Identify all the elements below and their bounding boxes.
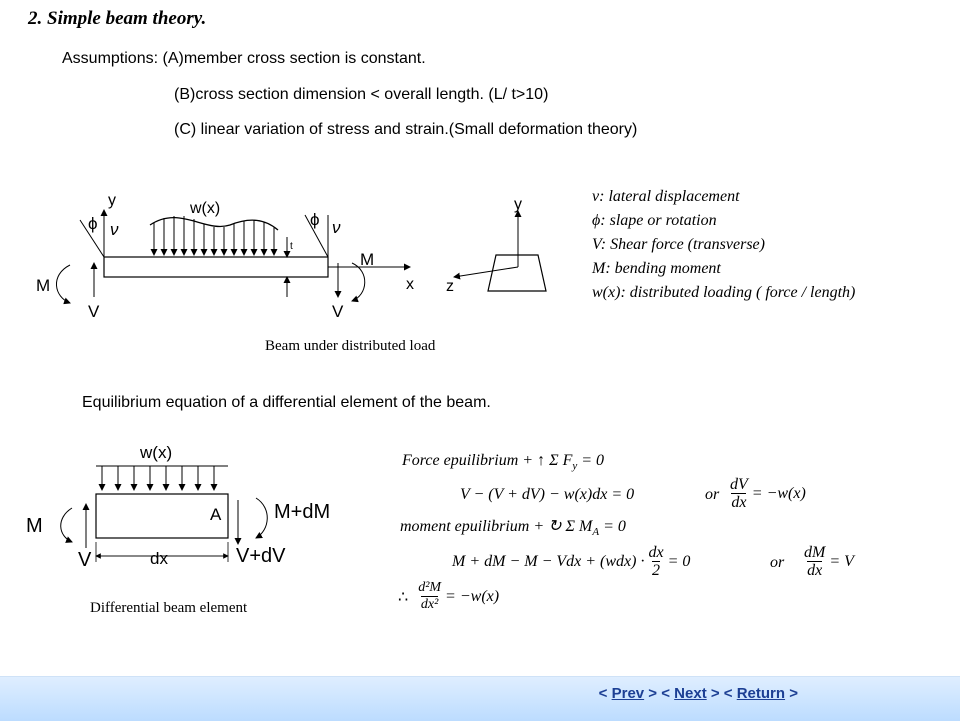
element-diagram: [20, 438, 380, 578]
beam-nu-left: ν: [110, 220, 119, 239]
force-equilibrium-heading: Force epuilibrium + ↑ Σ $F_y = 0$: [402, 452, 605, 473]
moment-equilibrium-heading: moment epuilibrium + ↻ Σ $M_A = 0$: [400, 518, 626, 539]
force-equation: V − (V + dV) − w(x)dx = 0: [460, 486, 635, 503]
beam-phi-left: ϕ: [88, 214, 98, 233]
moment-equation: M + dM − M − Vdx + (wdx) · $\frac{dx}{2}$ = 0: [452, 544, 691, 579]
beam-diagram: [30, 185, 430, 325]
moment-result: $\frac{dM}{dx}$ = V: [804, 544, 854, 579]
equilibrium-heading: Equilibrium equation of a differential element of the beam.: [82, 394, 491, 411]
prev-link[interactable]: Prev: [611, 685, 645, 702]
element-a-label: A: [210, 505, 222, 524]
element-m-left: M: [26, 515, 43, 537]
beam-v-right: V: [332, 302, 344, 321]
force-or: or: [705, 486, 720, 503]
element-caption: Differential beam element: [90, 600, 248, 616]
cross-section-shape: [488, 255, 546, 291]
footer-bar: [0, 676, 960, 721]
legend-item: V: Shear force (transverse): [592, 236, 765, 253]
assumption-c: (C) linear variation of stress and strain.(Small deformation theory): [174, 121, 638, 138]
element-v-left: V: [78, 549, 92, 571]
beam-nu-right: ν: [332, 218, 341, 237]
section-z-label: z: [446, 278, 454, 295]
final-result: ∴ $\frac{\text{d²M}}{\text{dx²}}$ = −w(x): [398, 580, 500, 612]
force-result: $\frac{dV}{dx}$ = −w(x): [730, 476, 806, 511]
element-v-right: V+dV: [236, 545, 286, 567]
cross-section-diagram: [440, 195, 570, 305]
beam-t-label: t: [290, 241, 293, 252]
element-load-label: w(x): [140, 443, 173, 462]
section-y-label: y: [514, 196, 522, 213]
beam-phi-right: ϕ: [310, 210, 320, 229]
element-dx-label: dx: [150, 549, 168, 568]
footer-nav: < Prev > < Next > < Return >: [598, 685, 798, 702]
legend-item: ϕ: slape or rotation: [592, 212, 717, 229]
beam-body: [104, 257, 328, 277]
therefore-icon: ∴: [398, 588, 409, 606]
beam-m-left: M: [36, 276, 51, 295]
beam-x-label: x: [406, 276, 414, 293]
moment-or: or: [770, 554, 785, 571]
beam-caption: Beam under distributed load: [265, 338, 436, 354]
beam-load-label: w(x): [190, 200, 221, 217]
next-link[interactable]: Next: [674, 685, 707, 702]
beam-m-right: M: [360, 250, 375, 269]
page-title: 2. Simple beam theory.: [28, 8, 207, 29]
return-link[interactable]: Return: [736, 685, 786, 702]
legend-item: M: bending moment: [592, 260, 721, 277]
assumption-b: (B)cross section dimension < overall length. (L/ t>10): [174, 86, 549, 103]
beam-y-label: y: [108, 192, 116, 209]
element-m-right: M+dM: [274, 501, 331, 523]
element-body: [96, 494, 228, 538]
legend-item: ν: lateral displacement: [592, 188, 740, 205]
assumption-a: Assumptions: (A)member cross section is constant.: [62, 50, 426, 67]
legend-item: w(x): distributed loading ( force / length): [592, 284, 856, 301]
beam-v-left: V: [88, 302, 100, 321]
